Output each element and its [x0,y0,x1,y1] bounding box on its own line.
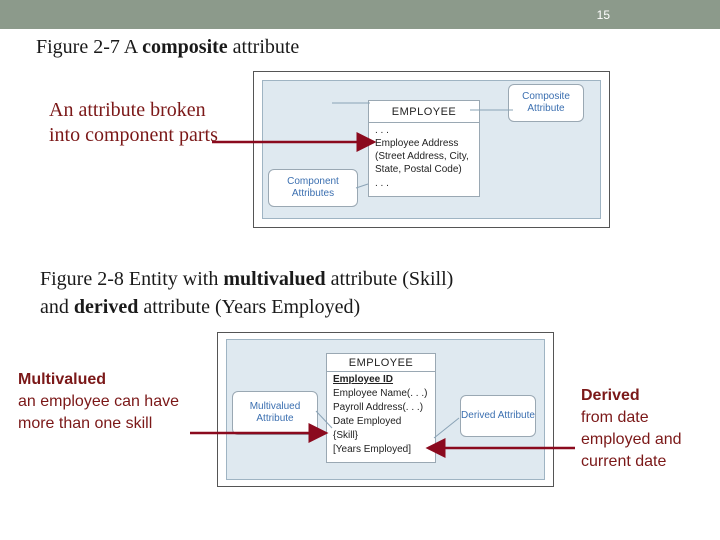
derived-attribute-tag: Derived Attribute [460,395,536,437]
entity-divider [327,371,435,372]
figure-2-8-image [217,332,554,487]
multivalued-callout-heading: Multivalued [18,371,107,388]
attribute-ellipsis: . . . [375,125,389,136]
composite-attribute-tag: Composite Attribute [508,84,584,122]
composite-callout: An attribute broken into component parts [49,99,218,146]
multivalued-callout-body: an employee can have more than one skill [18,393,179,432]
figure-2-8-title-prefix: Figure 2-8 Entity with [40,268,224,290]
attribute-skill: {Skill} [333,430,359,441]
attribute-employee-address: Employee Address [375,138,459,149]
figure-2-8-title-line-2-suffix: attribute (Years Employed) [138,296,361,318]
component-attributes-tag: Component Attributes [268,169,358,207]
multivalued-callout [18,369,218,435]
attribute-address-components-1: (Street Address, City, [375,151,469,162]
figure-2-8-title-bold: multivalued [223,268,326,290]
attribute-date-employed: Date Employed [333,416,402,427]
employee-entity-box [368,100,480,197]
figure-2-7-image [253,71,610,228]
multivalued-attribute-tag: Multivalued Attribute [232,391,318,435]
employee-entity-box [326,353,436,463]
figure-2-8-title-line-2 [40,294,360,320]
figure-2-7-title [36,34,299,60]
figure-2-7-title-bold: composite [142,36,228,58]
slide-number: 15 [596,8,610,22]
figure-2-7-title-prefix: Figure 2-7 A [36,36,143,58]
attribute-employee-id: Employee ID [333,374,394,385]
attribute-address-components-2: State, Postal Code) [375,164,462,175]
derived-callout [581,385,706,473]
derived-callout-heading: Derived [581,387,640,404]
figure-2-8-title-line-1 [40,266,453,292]
figure-2-8-title-line-2-bold: derived [73,296,139,318]
figure-2-7-title-suffix: attribute [227,36,300,58]
derived-callout-body: from date employed and current date [581,409,682,470]
entity-name: EMPLOYEE [348,357,414,369]
slide-header-bar [0,0,720,29]
attribute-years-employed: [Years Employed] [333,444,412,455]
attribute-ellipsis: . . . [375,178,389,189]
attribute-payroll-address: Payroll Address(. . .) [333,402,424,413]
attribute-employee-name: Employee Name(. . .) [333,388,428,399]
entity-divider [369,122,479,123]
entity-name: EMPLOYEE [391,106,457,118]
figure-2-8-title-suffix: attribute (Skill) [325,268,454,290]
figure-2-8-title-line-2-prefix: and [40,296,74,318]
